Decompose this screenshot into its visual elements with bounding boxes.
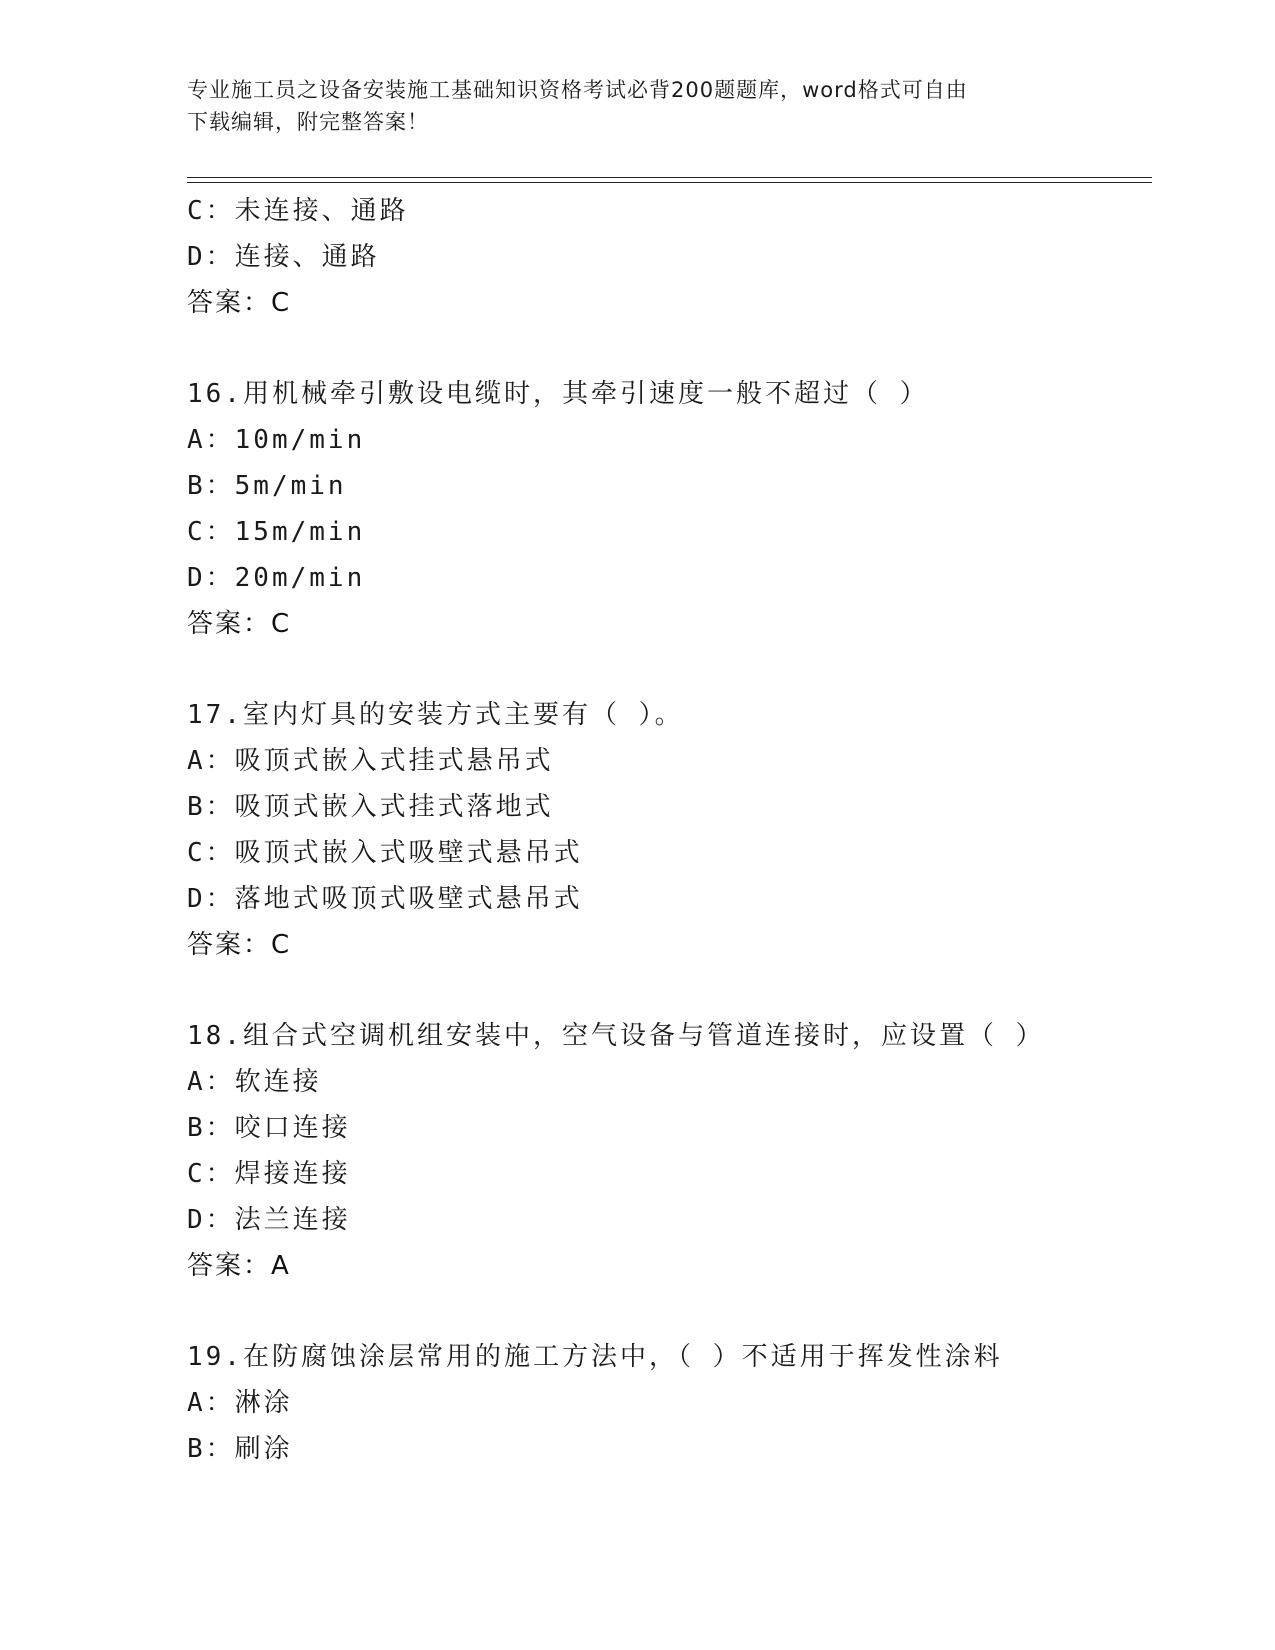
spacer <box>187 968 1152 1013</box>
document-header <box>187 74 1067 138</box>
option-c: C：未连接、通路 <box>187 196 409 226</box>
question-list <box>187 188 1152 1472</box>
question-18 <box>187 1013 1152 1289</box>
header-line-1: 专业施工员之设备安装施工基础知识资格考试必背200题题库，word格式可自由 <box>187 78 968 102</box>
option-b: B：咬口连接 <box>187 1113 351 1143</box>
header-rule-bottom <box>187 182 1152 183</box>
question-19 <box>187 1334 1152 1472</box>
option-a: A：软连接 <box>187 1067 322 1097</box>
header-line-2: 下载编辑，附完整答案！ <box>187 110 429 134</box>
option-a: A：淋涂 <box>187 1388 293 1418</box>
spacer <box>187 647 1152 692</box>
question-title: 16.用机械牵引敷设电缆时，其牵引速度一般不超过（ ） <box>187 379 929 409</box>
question-17 <box>187 692 1152 968</box>
option-d: D：法兰连接 <box>187 1205 351 1235</box>
option-b: B：刷涂 <box>187 1434 293 1464</box>
option-b: B：5m/min <box>187 471 347 501</box>
answer-line: 答案：C <box>187 930 292 960</box>
spacer <box>187 326 1152 371</box>
header-rule-top <box>187 177 1152 178</box>
answer-line: 答案：C <box>187 288 292 318</box>
answer-line: 答案：A <box>187 1251 291 1281</box>
spacer <box>187 1289 1152 1334</box>
question-title: 19.在防腐蚀涂层常用的施工方法中，（ ）不适用于挥发性涂料 <box>187 1342 1003 1372</box>
option-d: D：连接、通路 <box>187 242 380 272</box>
question-title: 18.组合式空调机组安装中，空气设备与管道连接时，应设置（ ） <box>187 1021 1045 1051</box>
option-c: C：焊接连接 <box>187 1159 351 1189</box>
option-c: C：吸顶式嵌入式吸壁式悬吊式 <box>187 838 583 868</box>
option-a: A：吸顶式嵌入式挂式悬吊式 <box>187 746 554 776</box>
option-a: A：10m/min <box>187 425 366 455</box>
option-b: B：吸顶式嵌入式挂式落地式 <box>187 792 554 822</box>
option-d: D：20m/min <box>187 563 366 593</box>
question-16 <box>187 371 1152 647</box>
question-title: 17.室内灯具的安装方式主要有（ ）。 <box>187 700 684 730</box>
option-d: D：落地式吸顶式吸壁式悬吊式 <box>187 884 583 914</box>
answer-line: 答案：C <box>187 609 292 639</box>
option-c: C：15m/min <box>187 517 366 547</box>
question-15-continuation <box>187 188 1152 326</box>
